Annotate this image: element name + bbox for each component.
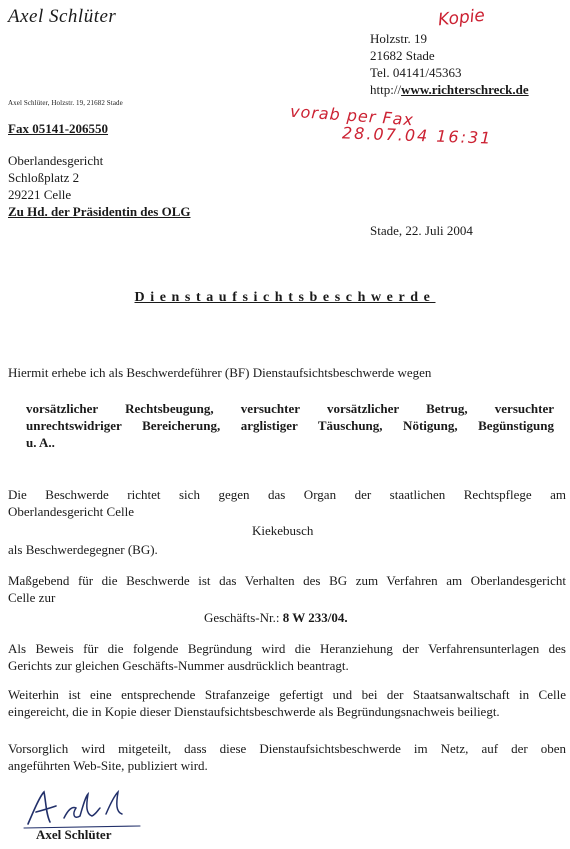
sender-city: 21682 Stade <box>370 48 435 63</box>
case-number <box>8 609 566 626</box>
defendant-line-3: als Beschwerdegegner (BG). <box>8 542 158 557</box>
sender-address-block <box>370 30 529 98</box>
recipient-line-1: Oberlandesgericht <box>8 153 104 168</box>
defendant-name: Kiekebusch <box>252 523 314 538</box>
copy-annotation: Kopie <box>437 5 486 31</box>
document-title: Dienstaufsichtsbeschwerde <box>134 290 436 305</box>
defendant-line-2: Oberlandesgericht Celle <box>8 504 134 519</box>
sender-website <box>370 81 529 98</box>
website-link[interactable]: www.richterschreck.de <box>401 82 529 97</box>
fax-annotation: vorab per Fax <box>289 101 415 130</box>
charges-block <box>26 400 554 451</box>
intro-paragraph: Hiermit erhebe ich als Beschwerdeführer (BF) Dienstaufsichtsbeschwerde wegen <box>8 365 432 380</box>
complaint-line-1: Weiterhin ist eine entsprechende Strafanzeige gefertigt und bei der Staatsanwaltschaft in Celle <box>8 687 566 702</box>
sender-name-header: Axel Schlüter <box>8 6 117 27</box>
case-number-value: 8 W 233/04. <box>282 610 348 625</box>
reference-line-1: Maßgebend für die Beschwerde ist das Verhalten des BG zum Verfahren am Oberlandesgericht <box>8 573 566 588</box>
evidence-line-1: Als Beweis für die folgende Begründung wird die Heranziehung der Verfahrensunterlagen des <box>8 641 566 656</box>
letter-date: Stade, 22. Juli 2004 <box>370 223 473 238</box>
case-number-label: Geschäfts-Nr.: <box>204 610 280 625</box>
sender-phone: Tel. 04141/45363 <box>370 65 462 80</box>
publication-line-1: Vorsorglich wird mitgeteilt, dass diese Dienstaufsichtsbeschwerde im Netz, auf der oben <box>8 741 566 756</box>
website-prefix: http:// <box>370 82 402 97</box>
evidence-line-2: Gerichts zur gleichen Geschäfts-Nummer ausdrücklich beantragt. <box>8 658 349 673</box>
fax-datetime-annotation: 28.07.04 16:31 <box>341 123 493 148</box>
recipient-attention: Zu Hd. der Präsidentin des OLG <box>8 204 191 219</box>
recipient-block <box>8 152 191 220</box>
defendant-paragraph <box>8 486 566 558</box>
fax-number: Fax 05141-206550 <box>8 121 109 136</box>
evidence-paragraph <box>8 640 566 674</box>
sender-street: Holzstr. 19 <box>370 31 428 46</box>
complaint-line-2: eingereicht, die in Kopie dieser Dienstaufsichtsbeschwerde als Begründungsnachweis beiliegt. <box>8 704 500 719</box>
return-address: Axel Schlüter, Holzstr. 19, 21682 Stade <box>8 99 123 107</box>
reference-paragraph <box>8 572 566 626</box>
reference-line-2: Celle zur <box>8 590 56 605</box>
charges-line-3: u. A.. <box>26 435 55 450</box>
handwritten-signature <box>20 784 170 830</box>
signature-name: Axel Schlüter <box>36 827 112 842</box>
recipient-line-3: 29221 Celle <box>8 187 72 202</box>
charges-line-1: vorsätzlicher Rechtsbeugung, versuchter vorsätzlicher Betrug, versuchter <box>26 401 554 416</box>
publication-line-2: angeführten Web-Site, publiziert wird. <box>8 758 208 773</box>
criminal-complaint-paragraph <box>8 686 566 720</box>
defendant-line-1: Die Beschwerde richtet sich gegen das Organ der staatlichen Rechtspflege am <box>8 487 566 502</box>
recipient-line-2: Schloßplatz 2 <box>8 170 80 185</box>
charges-line-2: unrechtswidriger Bereicherung, arglistiger Täuschung, Nötigung, Begünstigung <box>26 418 554 433</box>
publication-paragraph <box>8 740 566 774</box>
